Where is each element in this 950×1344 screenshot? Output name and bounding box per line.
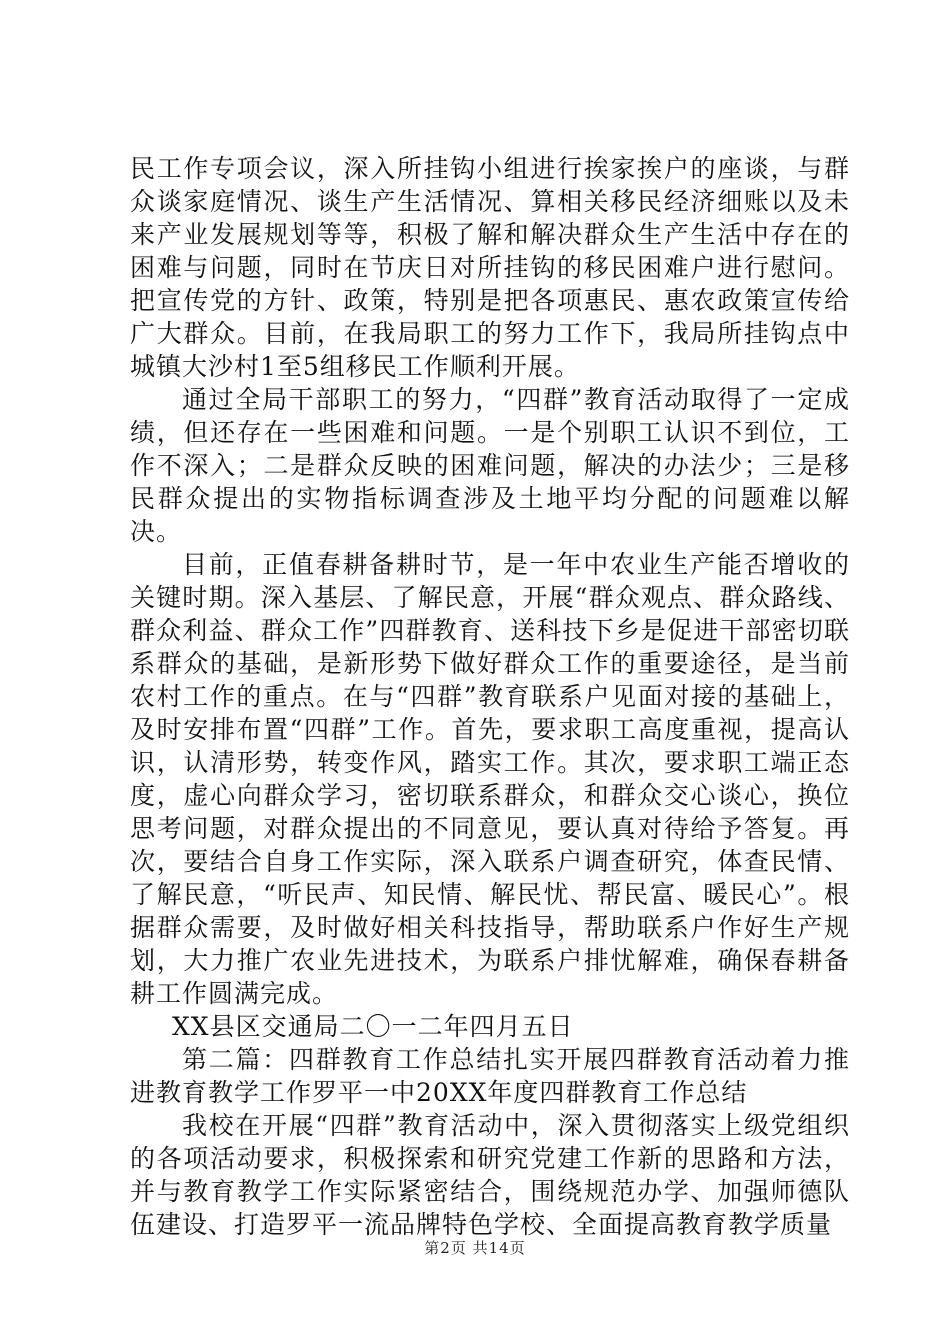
paragraph-problems: 通过全局干部职工的努力，“四群”教育活动取得了一定成绩，但还存在一些困难和问题。一是个别职工认识不到位，工作不深入；二是群众反映的困难问题，解决的办法少；三是移民群众提出的实物指标调查涉及土地平均分配的问题难以解决。 bbox=[130, 385, 850, 546]
paragraph-spring-plowing: 目前，正值春耕备耕时节，是一年中农业生产能否增收的关键时期。深入基层、了解民意，开展“群众观点、群众路线、群众利益、群众工作”四群教育、送科技下乡是促进干部密切联系群众的基础，是新形势下做好群众工作的重要途径，是当前农村工作的重点。在与“四群”教育联系户见面对接的基础上，及时安排布置“四群”工作。首先，要求职工高度重视，提高认识，认清形势，转变作风，踏实工作。其次，要求职工端正态度，虚心向群众学习，密切联系群众，和群众交心谈心，换位思考问题，对群众提出的不同意见，要认真对待给予答复。再次，要结合自身工作实际，深入联系户调查研究，体查民情、了解民意，“听民声、知民情、解民忧、帮民富、暖民心”。根据群众需要，及时做好相关科技指导，帮助联系户作好生产规划，大力推广农业先进技术，为联系户排忧解难，确保春耕备耕工作圆满完成。 bbox=[130, 550, 850, 1008]
signature-line: XX县区交通局二〇一二年四月五日 bbox=[172, 1012, 574, 1041]
paragraph-continued: 民工作专项会议，深入所挂钩小组进行挨家挨户的座谈，与群众谈家庭情况、谈生产生活情况、算相关移民经济细账以及未来产业发展规划等等，积极了解和解决群众生产生活中存在的困难与问题，同时在节庆日对所挂钩的移民困难户进行慰问。把宣传党的方针、政策，特别是把各项惠民、惠农政策宣传给广大群众。目前，在我局职工的努力工作下，我局所挂钩点中城镇大沙村1至5组移民工作顺利开展。 bbox=[130, 154, 850, 381]
section-heading: 第二篇：四群教育工作总结扎实开展四群教育活动着力推进教育教学工作罗平一中20XX年度四群教育工作总结 bbox=[130, 1045, 850, 1107]
document-body bbox=[130, 152, 850, 1241]
page-number: 第2页 共14页 bbox=[424, 1239, 526, 1257]
paragraph-school-intro: 我校在开展“四群”教育活动中，深入贯彻落实上级党组织的各项活动要求，积极探索和研究党建工作新的思路和方法，并与教育教学工作实际紧密结合，围绕规范办学、加强师德队伍建设、打造罗平一流品牌特色学校、全面提高教育教学质量 bbox=[130, 1111, 850, 1239]
